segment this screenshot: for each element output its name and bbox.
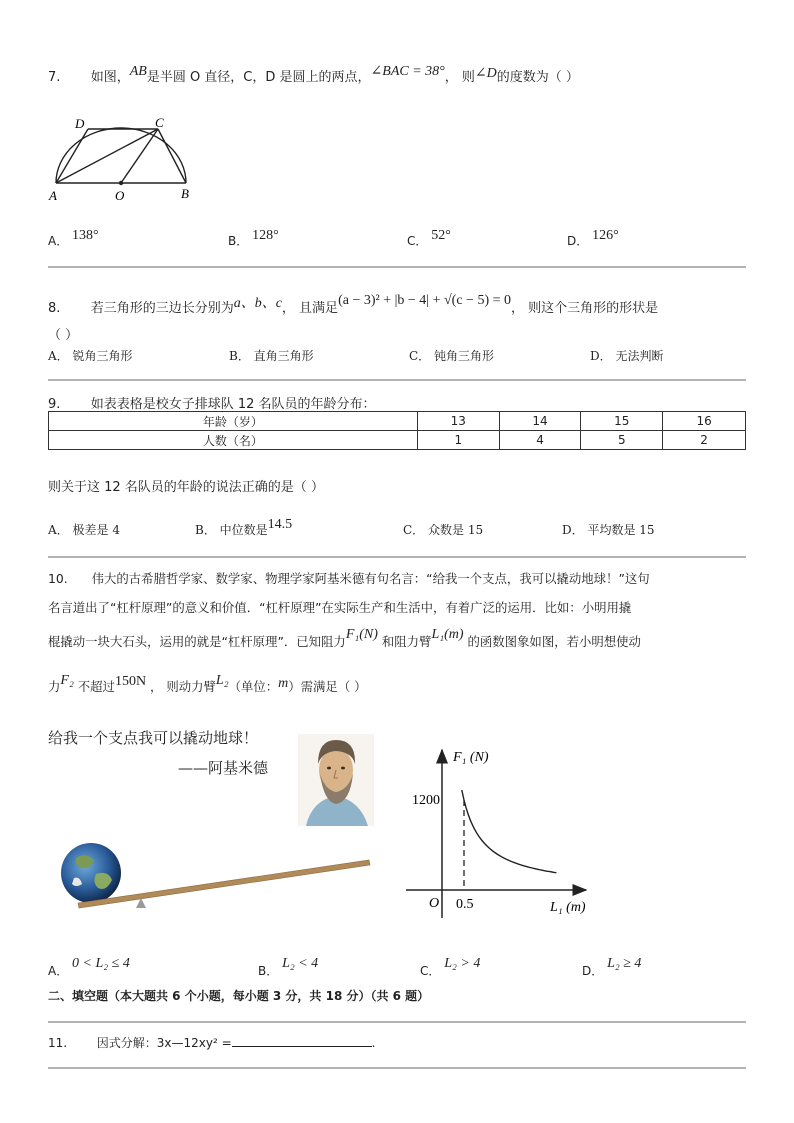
table-cell: 2	[663, 431, 746, 450]
q10-option-d[interactable]: D． L₂ ≥ 4	[582, 956, 642, 978]
q8-paren: （ ）	[48, 328, 79, 343]
q11-text: 因式分解：3x—12xy² =	[96, 1036, 232, 1050]
q7-text-a: 如图，	[90, 70, 130, 85]
lever-bar	[78, 860, 370, 908]
label-b: B	[181, 186, 189, 201]
q10-m: m	[278, 676, 289, 691]
q10-l2: L₂	[215, 673, 229, 688]
q9-option-b[interactable]: B． 中位数是14.5	[195, 517, 293, 537]
q7-angle-d: ∠D	[474, 66, 497, 81]
q11-stem: 11. 因式分解：3x—12xy² = .	[48, 1036, 376, 1050]
table-cell: 14	[499, 412, 581, 431]
q10-option-a[interactable]: A． 0 < L₂ ≤ 4	[48, 956, 130, 978]
archimedes-quote: 给我一个支点我可以撬动地球！	[48, 729, 259, 747]
q10-line1: 10. 伟大的古希腊哲学家、数学家、物理学家阿基米德有句名言：“给我一个支点，我可以撬动地球！”这句	[48, 571, 650, 586]
divider	[48, 556, 746, 558]
y-axis-label: F₁ (N)	[453, 750, 489, 765]
table-cell: 1	[417, 431, 499, 450]
lever-illustration	[56, 836, 376, 914]
q10-option-b[interactable]: B． L₂ < 4	[258, 956, 319, 978]
divider	[48, 266, 746, 268]
q8-sides: a、b、c	[233, 296, 282, 311]
segment-co	[121, 129, 158, 183]
q7-text-c: ， 则	[444, 70, 475, 85]
origin-label: O	[429, 896, 440, 911]
q9-stem	[48, 393, 376, 412]
table-header-age: 年龄（岁）	[49, 412, 418, 431]
q11-answer-blank[interactable]	[232, 1034, 372, 1047]
q7-semicircle-figure	[46, 114, 196, 206]
table-row	[49, 412, 746, 431]
divider	[48, 1021, 746, 1023]
semicircle-arc	[56, 128, 186, 183]
q8-option-a[interactable]: A． 锐角三角形	[48, 349, 133, 363]
q7-number: 7.	[48, 70, 61, 85]
q8-condition: (a − 3)² + |b − 4| + √(c − 5) = 0	[338, 293, 511, 308]
q10-line3: 棍撬动一块大石头，运用的就是“杠杆原理”．已知阻力F₁(N) 和阻力臂L₁(m) 的函数图象如图，若小明想使动	[48, 627, 641, 649]
earth-icon	[61, 843, 121, 903]
label-a: A	[49, 188, 57, 203]
q10-f2: F₂	[60, 673, 74, 688]
q9-text: 如表表格是校女子排球队 12 名队员的年龄分布：	[90, 397, 376, 412]
archimedes-author: ——阿基米德	[178, 759, 269, 777]
q10-l1m: L₁(m)	[431, 627, 464, 642]
q10-force: 150N	[114, 674, 147, 689]
archimedes-portrait-icon	[298, 734, 374, 826]
table-cell: 16	[663, 412, 746, 431]
center-point-o	[119, 181, 123, 185]
q7-option-c[interactable]: C． 52°	[407, 228, 451, 248]
table-cell: 5	[581, 431, 663, 450]
q10-option-c[interactable]: C． L₂ > 4	[420, 956, 481, 978]
q8-number: 8.	[48, 301, 61, 316]
q8-option-c[interactable]: C． 钝角三角形	[409, 349, 495, 363]
q10-f1n: F₁(N)	[345, 627, 378, 642]
q7-text-d: 的度数为（ ）	[496, 70, 579, 85]
q8-text-c: ， 则这个三角形的形状是	[511, 301, 659, 316]
chord-cb	[158, 129, 186, 183]
q9-question: 则关于这 12 名队员的年龄的说法正确的是（ ）	[48, 480, 324, 495]
q10-line4: 力F₂ 不超过150N ， 则动力臂L₂（单位：m）需满足（ ）	[48, 673, 367, 694]
q8-option-d[interactable]: D． 无法判断	[590, 349, 664, 363]
x-axis-label: L₁ (m)	[550, 900, 586, 915]
label-o: O	[115, 188, 125, 203]
q7-option-a[interactable]: A． 138°	[48, 228, 99, 248]
q10-line2: 名言道出了“杠杆原理”的意义和价值．“杠杆原理”在实际生产和生活中，有着广泛的运用．比如：小明用撬	[48, 600, 632, 615]
q8-text-b: ， 且满足	[281, 301, 339, 316]
table-cell: 4	[499, 431, 581, 450]
q7-angle-expr: ∠BAC = 38°	[370, 64, 445, 79]
label-d: D	[75, 116, 85, 131]
section-heading: 二、填空题（本大题共 6 个小题，每小题 3 分，共 18 分）（共 6 题）	[48, 989, 430, 1003]
q8-option-b[interactable]: B． 直角三角形	[229, 349, 314, 363]
q7-ab: AB	[129, 64, 147, 79]
table-header-count: 人数（名）	[49, 431, 418, 450]
inverse-curve	[462, 790, 557, 873]
table-row	[49, 431, 746, 450]
divider	[48, 379, 746, 381]
table-cell: 15	[581, 412, 663, 431]
label-c: C	[155, 115, 164, 130]
q9-option-d[interactable]: D． 平均数是 15	[562, 523, 655, 537]
f1-l1-graph	[400, 740, 610, 930]
x-tick-label: 0.5	[456, 897, 474, 912]
table-cell: 13	[417, 412, 499, 431]
q8-stem	[48, 293, 659, 317]
q9-option-a[interactable]: A． 极差是 4	[48, 523, 120, 537]
divider	[48, 1067, 746, 1069]
q11-number: 11.	[48, 1036, 68, 1050]
q9-option-c[interactable]: C． 众数是 15	[403, 523, 484, 537]
y-tick-label: 1200	[412, 793, 440, 808]
q9-number: 9.	[48, 397, 61, 412]
q7-option-d[interactable]: D． 126°	[567, 228, 619, 248]
q8-text-a: 若三角形的三边长分别为	[90, 301, 234, 316]
q10-number: 10.	[48, 571, 68, 586]
q7-option-b[interactable]: B． 128°	[228, 228, 279, 248]
q7-text-b: 是半圆 O 直径，C，D 是圆上的两点，	[146, 70, 371, 85]
age-distribution-table	[48, 411, 746, 450]
q7-stem	[48, 66, 579, 86]
